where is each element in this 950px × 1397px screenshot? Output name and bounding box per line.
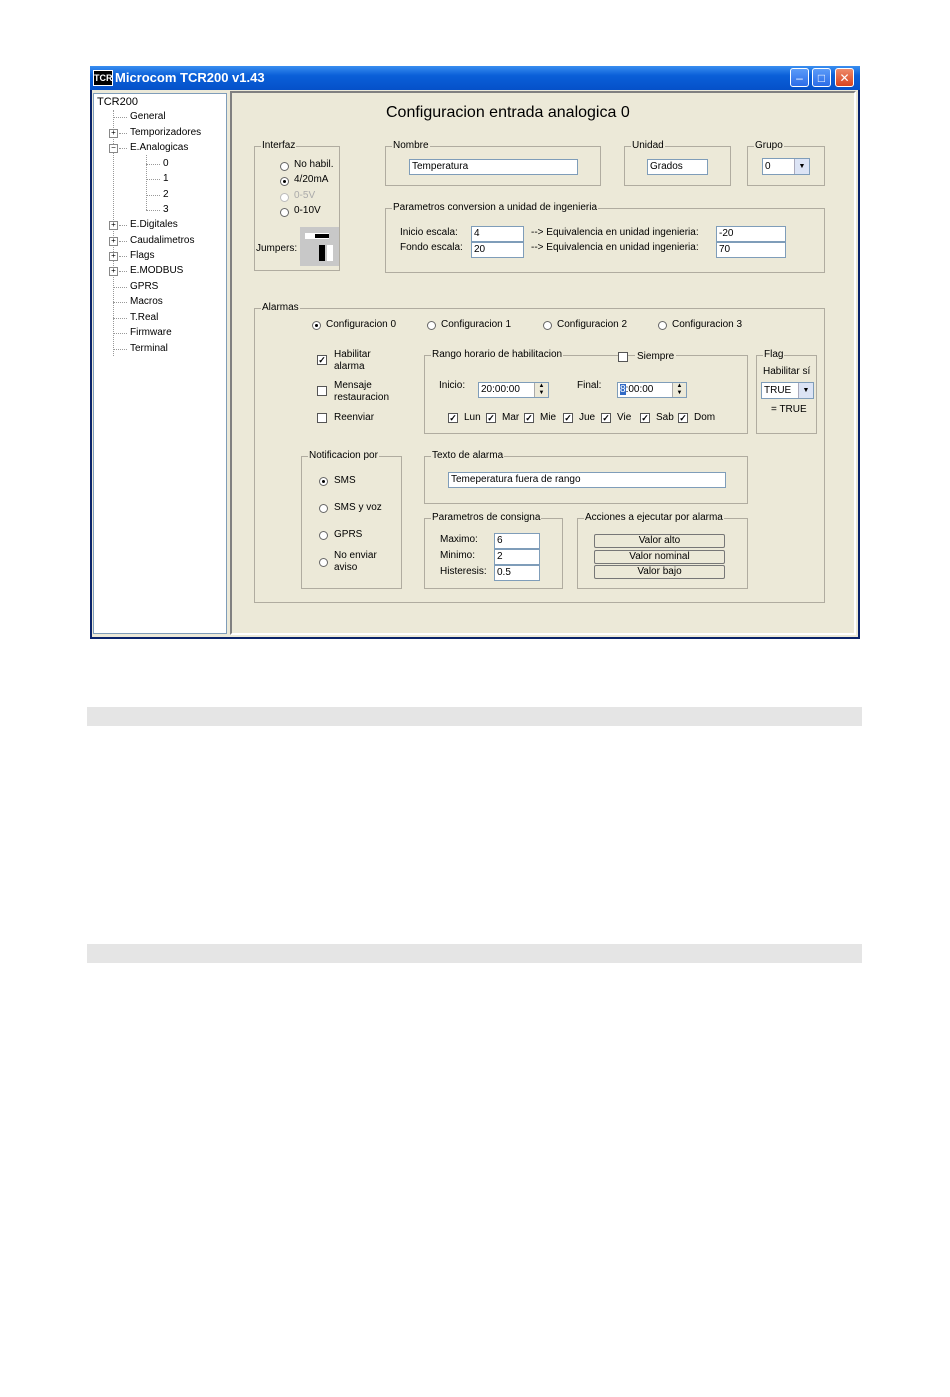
radio-label: 0-5V bbox=[294, 190, 316, 201]
flag-select-value: TRUE bbox=[764, 385, 792, 396]
radio-label: No habil. bbox=[294, 159, 334, 170]
radio-no-habil[interactable] bbox=[280, 162, 289, 171]
final-time-selected: 8 bbox=[620, 384, 626, 395]
notif-label: SMS bbox=[334, 475, 356, 486]
notificacion-group bbox=[301, 450, 402, 589]
tree-item-firmware[interactable]: Firmware bbox=[130, 327, 172, 338]
conversion-group bbox=[385, 202, 825, 273]
day-label: Mar bbox=[502, 412, 520, 423]
day-checkbox-lun[interactable]: ✓ bbox=[449, 413, 457, 423]
day-checkbox-dom[interactable]: ✓ bbox=[679, 413, 687, 423]
minimo-label: Minimo: bbox=[440, 550, 476, 561]
config-label: Configuracion 3 bbox=[672, 319, 743, 330]
fondo-escala-label: Fondo escala: bbox=[400, 242, 463, 253]
rango-horario-group bbox=[424, 349, 748, 434]
tree-item-e-analogicas[interactable]: E.Analogicas bbox=[130, 142, 189, 153]
rango-title: Rango horario de habilitacion bbox=[432, 349, 563, 360]
consigna-title: Parametros de consigna bbox=[432, 512, 541, 523]
grupo-select[interactable] bbox=[762, 158, 810, 175]
acciones-title: Acciones a ejecutar por alarma bbox=[585, 512, 723, 523]
grupo-group bbox=[747, 140, 825, 186]
reenviar-label: Reenviar bbox=[334, 412, 375, 423]
day-checkbox-mar[interactable]: ✓ bbox=[487, 413, 495, 423]
separator-bar bbox=[87, 944, 862, 963]
interfaz-group bbox=[254, 140, 340, 271]
valor-alto-button[interactable]: Valor alto bbox=[594, 534, 725, 548]
expand-icon[interactable]: + bbox=[109, 221, 118, 230]
tree-item-general[interactable]: General bbox=[130, 111, 166, 122]
chevron-down-icon[interactable]: ▼ bbox=[794, 159, 809, 174]
tree-item-temporizadores[interactable]: Temporizadores bbox=[130, 127, 202, 138]
radio-0-10v[interactable] bbox=[280, 208, 289, 217]
texto-title: Texto de alarma bbox=[432, 450, 504, 461]
maximo-input[interactable]: 6 bbox=[494, 533, 540, 549]
flag-group bbox=[756, 349, 817, 434]
radio-configuracion-0[interactable] bbox=[312, 321, 321, 330]
tree-item-analog-1[interactable]: 1 bbox=[163, 173, 169, 184]
radio-configuracion-2[interactable] bbox=[543, 321, 552, 330]
radio-label: 4/20mA bbox=[294, 174, 329, 185]
siempre-checkbox[interactable] bbox=[618, 352, 628, 362]
config-panel bbox=[230, 91, 856, 635]
notif-label-2: aviso bbox=[334, 562, 358, 573]
mensaje-restauracion-checkbox[interactable] bbox=[317, 386, 327, 396]
histeresis-input[interactable]: 0.5 bbox=[494, 565, 540, 581]
radio-0-5v[interactable] bbox=[280, 193, 289, 202]
reenviar-checkbox[interactable] bbox=[317, 413, 327, 423]
final-time-rest: :00:00 bbox=[625, 384, 654, 395]
valor-bajo-button[interactable]: Valor bajo bbox=[594, 565, 725, 579]
equivalencia-label: --> Equivalencia en unidad ingenieria: bbox=[531, 227, 699, 238]
nombre-input[interactable]: Temperatura bbox=[409, 159, 578, 175]
inicio-time-value: 20:00:00 bbox=[481, 384, 520, 395]
navigation-tree[interactable] bbox=[93, 93, 227, 634]
jumpers-label: Jumpers: bbox=[256, 243, 298, 254]
tree-item-analog-2[interactable]: 2 bbox=[163, 189, 169, 200]
tree-item-gprs[interactable]: GPRS bbox=[130, 281, 159, 292]
unidad-input[interactable]: Grados bbox=[647, 159, 708, 175]
notif-label: No enviar bbox=[334, 550, 377, 561]
tree-item-analog-3[interactable]: 3 bbox=[163, 204, 169, 215]
mensaje-label-2: restauracion bbox=[334, 392, 390, 403]
equivalencia-inicio-input[interactable]: -20 bbox=[716, 226, 786, 242]
siempre-label: Siempre bbox=[637, 351, 675, 362]
inicio-time-input[interactable] bbox=[478, 382, 549, 398]
radio-sms[interactable] bbox=[319, 477, 328, 486]
radio-4-20ma[interactable] bbox=[280, 177, 289, 186]
config-label: Configuracion 0 bbox=[326, 319, 397, 330]
close-button[interactable]: ✕ bbox=[835, 68, 854, 87]
consigna-group bbox=[424, 512, 563, 589]
radio-configuracion-1[interactable] bbox=[427, 321, 436, 330]
habilitar-label: Habilitar bbox=[334, 349, 371, 360]
habilitar-label-2: alarma bbox=[334, 361, 365, 372]
notif-label: GPRS bbox=[334, 529, 363, 540]
jumper-diagram bbox=[300, 227, 339, 266]
page-title: Configuracion entrada analogica 0 bbox=[386, 104, 630, 121]
day-checkbox-mie[interactable]: ✓ bbox=[525, 413, 533, 423]
separator-bar bbox=[87, 707, 862, 726]
day-label: Mie bbox=[540, 412, 557, 423]
day-label: Jue bbox=[579, 412, 596, 423]
tree-item-caudalimetros[interactable]: Caudalimetros bbox=[130, 235, 195, 246]
unidad-title: Unidad bbox=[632, 140, 664, 151]
alarmas-group bbox=[254, 302, 825, 603]
inicio-escala-input[interactable]: 4 bbox=[471, 226, 524, 242]
radio-configuracion-3[interactable] bbox=[658, 321, 667, 330]
client-area bbox=[92, 90, 858, 637]
day-label: Dom bbox=[694, 412, 716, 423]
maximo-label: Maximo: bbox=[440, 534, 478, 545]
tree-item-macros[interactable]: Macros bbox=[130, 296, 163, 307]
day-checkbox-jue[interactable]: ✓ bbox=[564, 413, 572, 423]
spinner-icon[interactable]: ▲ ▼ bbox=[534, 383, 548, 397]
radio-label: 0-10V bbox=[294, 205, 321, 216]
spinner-icon[interactable]: ▲ ▼ bbox=[672, 383, 686, 397]
radio-gprs[interactable] bbox=[319, 531, 328, 540]
expand-icon[interactable]: + bbox=[109, 237, 118, 246]
equivalencia-fondo-input[interactable]: 70 bbox=[716, 242, 786, 258]
inicio-escala-label: Inicio escala: bbox=[400, 227, 458, 238]
tree-item-e-modbus[interactable]: E.MODBUS bbox=[130, 265, 184, 276]
valor-nominal-button[interactable]: Valor nominal bbox=[594, 550, 725, 564]
minimize-button[interactable]: – bbox=[790, 68, 809, 87]
histeresis-label: Histeresis: bbox=[440, 566, 487, 577]
config-label: Configuracion 2 bbox=[557, 319, 628, 330]
collapse-icon[interactable]: − bbox=[109, 144, 118, 153]
nombre-group bbox=[385, 140, 601, 186]
habilitar-alarma-checkbox[interactable]: ✓ bbox=[318, 355, 326, 365]
flag-select[interactable] bbox=[761, 382, 814, 399]
notif-label: SMS y voz bbox=[334, 502, 382, 513]
radio-sms-y-voz[interactable] bbox=[319, 504, 328, 513]
tree-item-analog-0[interactable]: 0 bbox=[163, 158, 169, 169]
minimo-input[interactable]: 2 bbox=[494, 549, 540, 565]
unidad-group bbox=[624, 140, 731, 186]
nombre-title: Nombre bbox=[393, 140, 429, 151]
interfaz-title: Interfaz bbox=[262, 140, 296, 151]
texto-alarma-group bbox=[424, 450, 748, 504]
conversion-title: Parametros conversion a unidad de ingenieria bbox=[393, 202, 598, 213]
mensaje-label: Mensaje bbox=[334, 380, 372, 391]
habilitar-si-label: Habilitar sí bbox=[763, 366, 811, 377]
final-time-input[interactable] bbox=[617, 382, 687, 398]
tree-item-flags[interactable]: Flags bbox=[130, 250, 155, 261]
notificacion-title: Notificacion por bbox=[309, 450, 378, 461]
day-label: Sab bbox=[656, 412, 674, 423]
window-title: Microcom TCR200 v1.43 bbox=[115, 70, 265, 85]
final-label: Final: bbox=[577, 380, 602, 391]
inicio-label: Inicio: bbox=[439, 380, 466, 391]
tree-root[interactable]: TCR200 bbox=[97, 96, 138, 108]
expand-icon[interactable]: + bbox=[109, 267, 118, 276]
acciones-group bbox=[577, 512, 748, 589]
chevron-down-icon[interactable]: ▼ bbox=[798, 383, 813, 398]
expand-icon[interactable]: + bbox=[109, 129, 118, 138]
tree-item-terminal[interactable]: Terminal bbox=[130, 343, 168, 354]
fondo-escala-input[interactable]: 20 bbox=[471, 242, 524, 258]
grupo-title: Grupo bbox=[755, 140, 783, 151]
equivalencia-label: --> Equivalencia en unidad ingenieria: bbox=[531, 242, 699, 253]
day-checkbox-vie[interactable]: ✓ bbox=[602, 413, 610, 423]
config-label: Configuracion 1 bbox=[441, 319, 512, 330]
app-window bbox=[90, 66, 860, 639]
flag-eq-label: = TRUE bbox=[771, 404, 807, 415]
app-icon: TCR bbox=[93, 70, 113, 86]
expand-icon[interactable]: + bbox=[109, 252, 118, 261]
tree-item-e-digitales[interactable]: E.Digitales bbox=[130, 219, 178, 230]
alarmas-title: Alarmas bbox=[262, 302, 299, 313]
day-label: Vie bbox=[617, 412, 632, 423]
radio-no-enviar[interactable] bbox=[319, 558, 328, 567]
maximize-button[interactable]: □ bbox=[812, 68, 831, 87]
tree-item-t-real[interactable]: T.Real bbox=[130, 312, 159, 323]
title-bar[interactable] bbox=[90, 66, 860, 90]
day-label: Lun bbox=[464, 412, 481, 423]
day-checkbox-sab[interactable]: ✓ bbox=[641, 413, 649, 423]
grupo-select-value: 0 bbox=[765, 161, 771, 172]
flag-title: Flag bbox=[764, 349, 784, 360]
texto-alarma-input[interactable]: Temeperatura fuera de rango bbox=[448, 472, 726, 488]
